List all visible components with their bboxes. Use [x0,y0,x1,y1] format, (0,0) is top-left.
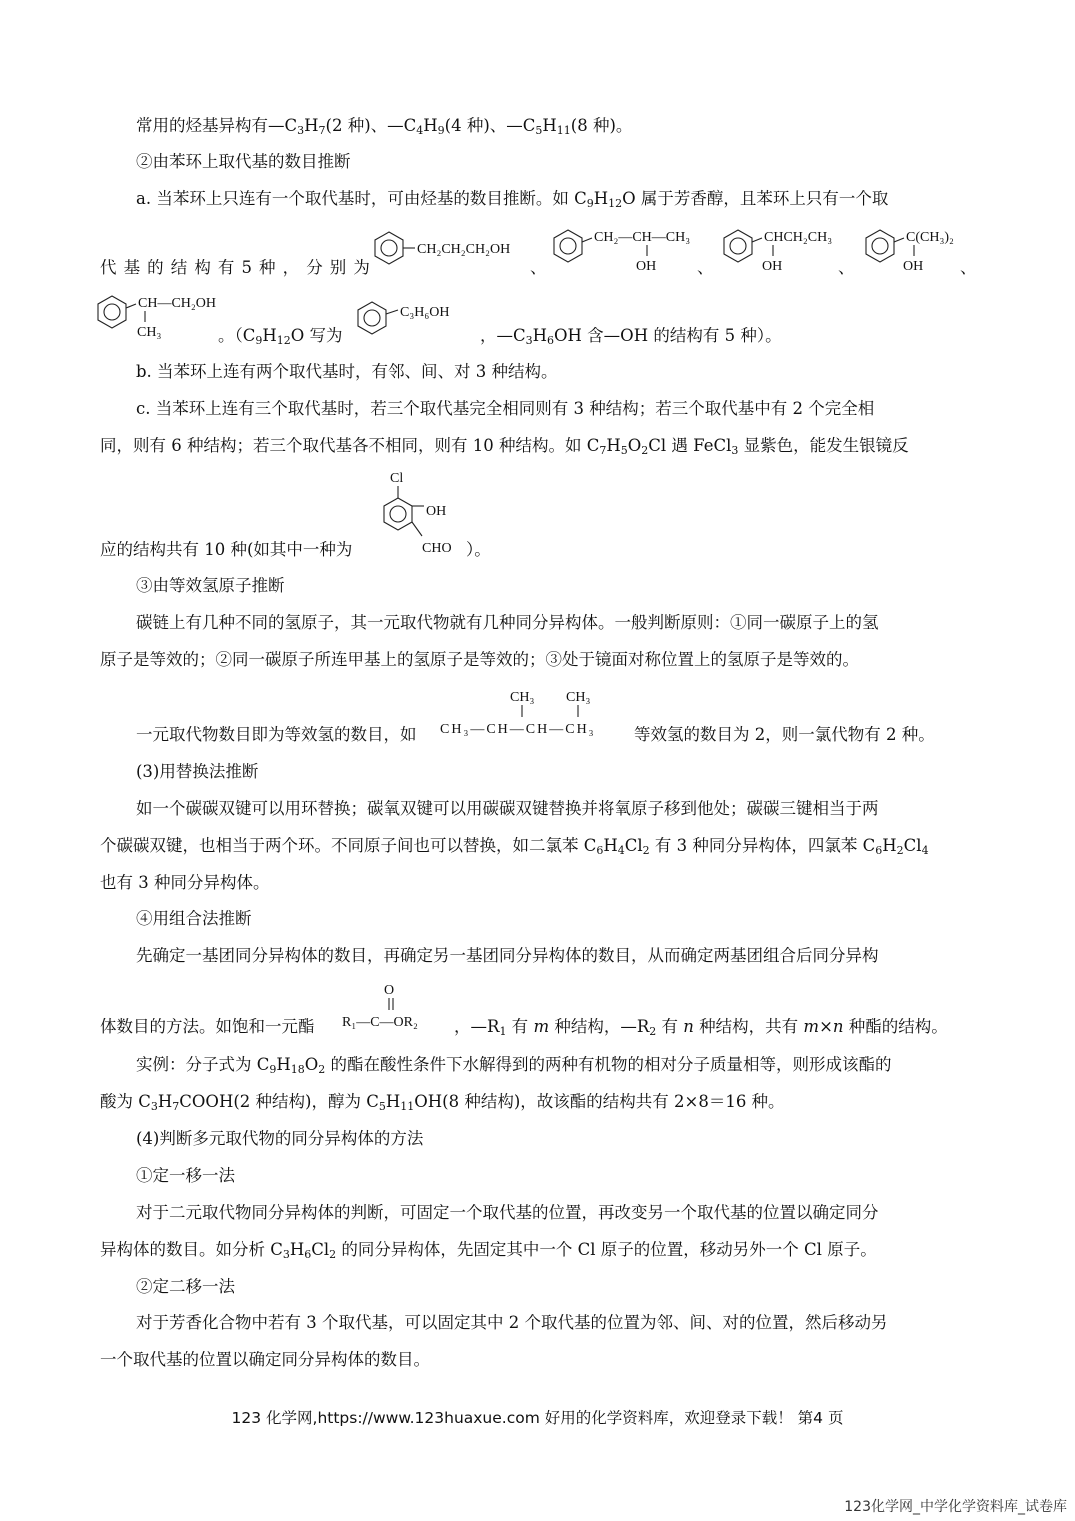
text-line: 等效氢的数目为 2，则一氯代物有 2 种。 [634,725,935,744]
svg-text:CH₃: CH₃ [137,325,162,340]
text-line: 一个取代基的位置以确定同分异构体的数目。 [100,1350,430,1369]
watermark: 123化学网_中学化学资料库_试卷库 [844,1499,1067,1515]
text-line: (3)用替换法推断 [136,762,259,781]
svg-text:O: O [384,983,395,998]
structure-benzyl-propanol [373,228,533,276]
structure-dimethylbutane [438,683,638,747]
svg-text:OH: OH [636,259,657,274]
text-line: 个碳碳双键，也相当于两个环。不同原子间也可以替换，如二氯苯 $C_6H_4Cl_2$ 有 3 种同分异构体，四氯苯 $C_6H_2Cl_4$ [100,836,929,857]
page-footer: 123 化学网,https://www.123huaxue.com 好用的化学资料库，欢迎登录下载！ 第4 页 [231,1409,844,1427]
text-line: 异构体的数目。如分析 $C_3H_6Cl_2$ 的同分异构体，先固定其中一个 Cl 原子的位置，移动另外一个 Cl 原子。 [100,1240,877,1261]
separator: 、 [697,258,714,277]
text-line: 常用的烃基异构有$—C_3H_7(2$ 种)、$—C_4H_9(4$ 种)、$—C_5H_{11}(8$ 种)。 [136,116,633,137]
svg-text:C(CH₃)₂: C(CH₃)₂ [906,230,954,245]
structure-ester [340,978,460,1038]
text-line: ②定二移一法 [136,1277,235,1296]
svg-text:CHCH₂CH₃: CHCH₂CH₃ [764,230,833,245]
separator: 、 [838,258,855,277]
svg-text:CH₃: CH₃ [566,690,591,705]
text-line: 体数目的方法。如饱和一元酯 [100,1017,315,1036]
separator: 、 [530,258,547,277]
text-line: 应的结构共有 10 种(如其中一种为 [100,540,353,559]
svg-text:CH₃: CH₃ [510,690,535,705]
text-line: 一元取代物数目即为等效氢的数目，如 [136,725,417,744]
text-line: ①定一移一法 [136,1166,235,1185]
structure-phenyl-propanol-branch [96,292,226,346]
text-line: 代 基 的 结 构 有 5 种 ， 分 别 为 [100,258,370,277]
text-line: c. 当苯环上连有三个取代基时，若三个取代基完全相同则有 3 种结构；若三个取代基中有 2 个完全相 [136,399,875,418]
text-line: 原子是等效的；②同一碳原子所连甲基上的氢原子是等效的；③处于镜面对称位置上的氢原子是等效的。 [100,650,859,669]
structure-phenyl-2-propanol [552,226,702,280]
text-line: ）。 [466,540,491,559]
text-line: 对于芳香化合物中若有 3 个取代基，可以固定其中 2 个取代基的位置为邻、间、对的位置，然后移动另 [136,1313,888,1332]
svg-text:Cl: Cl [390,471,404,486]
text-line: 先确定一基团同分异构体的数目，再确定另一基团同分异构体的数目，从而确定两基团组合后同分异构 [136,946,879,965]
text-line: ，$—C_3H_6OH$ 含—OH 的结构有 5 种）。 [480,326,782,347]
text-line: 也有 3 种同分异构体。 [100,873,270,892]
svg-text:CHO: CHO [422,541,452,556]
svg-text:OH: OH [762,259,783,274]
svg-text:OH: OH [426,504,447,519]
text-line: (4)判断多元取代物的同分异构体的方法 [136,1129,424,1148]
svg-text:CH₂CH₂CH₂OH: CH₂CH₂CH₂OH [417,242,511,257]
text-line: b. 当苯环上连有两个取代基时，有邻、间、对 3 种结构。 [136,362,558,381]
text-line: ②由苯环上取代基的数目推断 [136,152,351,171]
text-line: 碳链上有几种不同的氢原子，其一元取代物就有几种同分异构体。一般判断原则：①同一碳原子上的氢 [136,613,879,632]
text-line: 对于二元取代物同分异构体的判断，可固定一个取代基的位置，再改变另一个取代基的位置以确定同分 [136,1203,879,1222]
text-line: ，$—R_1$ 有 m 种结构，$—R_2$ 有 n 种结构，共有 m×n 种酯的结构。 [454,1017,948,1038]
svg-text:OH: OH [903,259,924,274]
text-line: ④用组合法推断 [136,909,252,928]
svg-text:CH—CH₂OH: CH—CH₂OH [138,296,216,311]
structure-phenyl-c3h6oh [356,298,486,346]
svg-text:R₁—C—OR₂: R₁—C—OR₂ [342,1015,418,1030]
separator: 、 [960,258,977,277]
svg-text:C₃H₆OH: C₃H₆OH [400,305,450,320]
text-line: 。（$C_9H_{12}O$ 写为 [218,326,343,347]
structure-phenyl-1-propanol [722,226,842,280]
svg-text:CH₂—CH—CH₃: CH₂—CH—CH₃ [594,230,691,245]
text-line: 实例：分子式为 $C_9H_{18}O_2$ 的酯在酸性条件下水解得到的两种有机物的相对分子质量相等，则形成该酯的 [136,1055,892,1076]
text-line: 如一个碳碳双键可以用环替换；碳氧双键可以用碳碳双键替换并将氧原子移到他处；碳碳三键相当于两 [136,799,879,818]
structure-tertiary-alcohol [864,226,964,280]
text-line: a. 当苯环上只连有一个取代基时，可由烃基的数目推断。如 $C_9H_{12}O$ 属于芳香醇，且苯环上只有一个取 [136,189,889,210]
text-line: ③由等效氢原子推断 [136,576,285,595]
text-line: 同，则有 6 种结构；若三个取代基各不相同，则有 10 种结构。如 $C_7H_5O_2Cl$ 遇 FeCl$_3$ 显紫色，能发生银镜反 [100,436,909,457]
text-line: 酸为 $C_3H_7COOH(2$ 种结构)，醇为 $C_5H_{11}OH(8$ 种结构)，故该酯的结构共有 2×8＝16 种。 [100,1092,785,1113]
svg-text:CH₃—CH—CH—CH₃: CH₃—CH—CH—CH₃ [440,722,596,737]
